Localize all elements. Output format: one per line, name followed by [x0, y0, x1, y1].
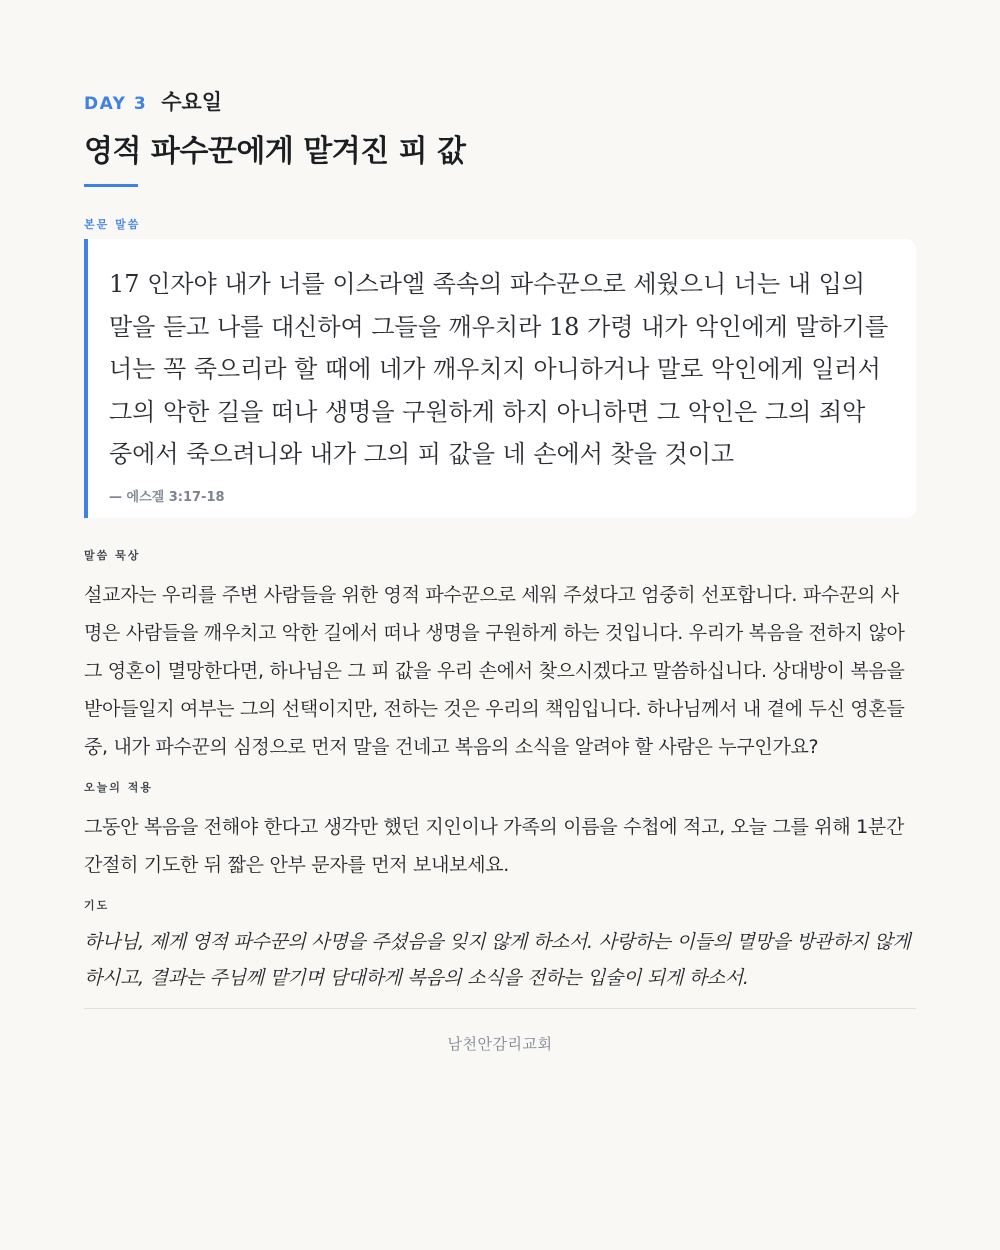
meditation-text: 설교자는 우리를 주변 사람들을 위한 영적 파수꾼으로 세워 주셨다고 엄중히 선포합니다. 파수꾼의 사명은 사람들을 깨우치고 악한 길에서 떠나 생명을 구원하게 하는 것입니다. 우리가 복음을 전하지 않아 그 영혼이 멸망한다면, 하나님은 그 피 값을 우리 손에서 찾으시겠다고 말씀하십니다. 상대방이 복음을 받아들일지 여부는 그의 선택이지만, 전하는 것은 우리의 책임입니다. 하나님께서 내 곁에 두신 영혼들 중, 내가 파수꾼의 심정으로 먼저 말을 건네고 복음의 소식을 알려야 할 사람은 누구인가요? — [84, 583, 905, 758]
footer-divider — [84, 1008, 916, 1009]
weekday-label: 수요일 — [161, 90, 223, 114]
scripture-reference: — 에스겔 3:17-18 — [109, 489, 225, 505]
meditation-section-label: 말씀 묵상 — [84, 548, 141, 562]
church-name: 남천안감리교회 — [447, 1034, 553, 1053]
scripture-card — [84, 239, 916, 518]
application-section-label: 오늘의 적용 — [84, 780, 153, 794]
day-header — [84, 86, 916, 120]
prayer-text: 하나님, 제게 영적 파수꾼의 사명을 주셨음을 잊지 않게 하소서. 사랑하는 이들의 멸망을 방관하지 않게 하시고, 결과는 주님께 맡기며 담대하게 복음의 소식을 전하는 입술이 되게 하소서. — [84, 930, 911, 989]
application-text: 그동안 복음을 전해야 한다고 생각만 했던 지인이나 가족의 이름을 수첩에 적고, 오늘 그를 위해 1분간 간절히 기도한 뒤 짧은 안부 문자를 먼저 보내보세요. — [84, 815, 905, 876]
scripture-text: 17 인자야 내가 너를 이스라엘 족속의 파수꾼으로 세웠으니 너는 내 입의 말을 듣고 나를 대신하여 그들을 깨우치라 18 가령 내가 악인에게 말하기를 너는 꼭 죽으리라 할 때에 네가 깨우치지 아니하거나 말로 악인에게 일러서 그의 악한 길을 떠나 생명을 구원하게 하지 아니하면 그 악인은 그의 죄악 중에서 죽으려니와 내가 그의 피 값을 네 손에서 찾을 것이고 — [109, 270, 889, 468]
day-label: DAY 3 — [84, 94, 148, 114]
scripture-section-label: 본문 말씀 — [84, 218, 141, 231]
devotional-page — [84, 86, 916, 1054]
page-title: 영적 파수꾼에게 맡겨진 피 값 — [84, 134, 466, 169]
title-underline — [84, 184, 138, 187]
prayer-section-label: 기도 — [84, 898, 110, 912]
